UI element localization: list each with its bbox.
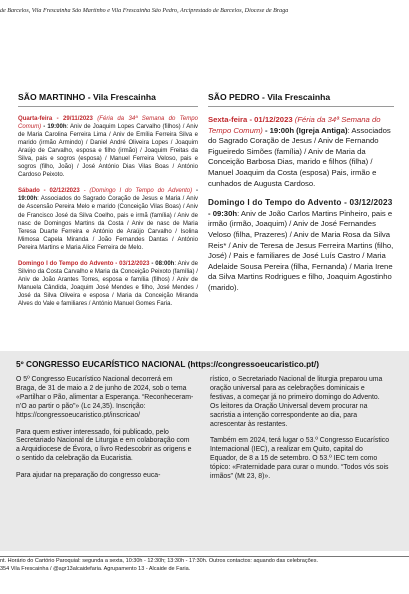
sao-martinho-title: SÃO MARTINHO - Vila Frescainha xyxy=(18,92,156,102)
entry-text: : Associados do Sagrado Coração de Jesus / Aniv de Fernando Figueiredo Simões (família) / Aniv de Maria da Conceição Barbosa Dias, marido e filhos (filha) / Manuel Joaquim da Costa (esposa) Pais, irmão e cunhados de Augusta Cardoso. xyxy=(208,125,391,188)
entry-date: Sábado - 02/12/2023 xyxy=(18,188,80,195)
congress-left-column xyxy=(16,376,194,489)
entry-note: - (Domingo I do Tempo do Advento) xyxy=(79,188,193,195)
mass-entry-sunday-advent xyxy=(208,198,394,293)
congress-box xyxy=(0,351,409,551)
entry-hour: - 19:00h xyxy=(41,124,67,131)
footer-line-scouts: 354 Vila Frescainha / @agr13alcaidefaria. Agrupamento 13 - Alcaide de Faria. xyxy=(0,565,191,572)
congress-paragraph: O 5º Congresso Eucarístico Nacional decorrerá em Braga, de 31 de maio a 2 de junho de 2024, sob o tema «Partilhar o Pão, alimentar a Esperança. “Reconheceram-n’O ao partir o pão”» (Lc 24,35). Inscrição: https://congressoeucaristico.pt/inscricao/ xyxy=(16,376,194,419)
entry-hour: - 19:00h xyxy=(18,188,198,203)
entry-text: : Aniv de Joaquim Lopes Carvalho (filhos) / Aniv de Maria Carolina Ferreira Lima / Aniv de Emília Ferreira Silva e marido (irmão Armindo) / Daniel André Oliveira Lopes / Joaquim Araújo de Carvalho, esposa e filho (irmão) / Joaquim Freitas da Silva, pais e sogros (esposa) / Manuel Ferreira Veloso, pais e sogros (filho, João) / José António Dias Vilas Boas / António Cardoso Peixoto. xyxy=(18,124,198,179)
sao-pedro-title: SÃO PEDRO - Vila Frescainha xyxy=(208,92,331,102)
entry-hour: - 09:30h xyxy=(208,208,238,218)
entry-date: Domingo I do Tempo do Advento - 03/12/2023 xyxy=(18,260,150,267)
mass-entry-wednesday xyxy=(18,115,198,179)
entry-text: : Aniv de João Carlos Martins Pinheiro, pais e irmão (irmão, Joaquim) / Aniv de José Fernandes Veloso (filha, Prazeres) / Aniv de Maria Rosa da Silva Reis* / Aniv de Teresa de Jesus Ferreira Martins (filho, José) / Pais e familiares de José Luís Castro / Maria Adelaide Sousa Pereira (filha, Fernanda) / Maria Irene da Silva Martins Rodrigues e filho, Joaquim Agostinho (marido). xyxy=(208,208,394,292)
entry-note: (Féria da 34ª Semana do Tempo Comum) xyxy=(18,116,198,131)
congress-title: 5º CONGRESSO EUCARÍSTICO NACIONAL (https://congressoeucaristico.pt/) xyxy=(16,359,319,369)
entry-date: Sexta-feira - 01/12/2023 xyxy=(208,115,293,124)
mass-entry-sunday xyxy=(18,260,198,308)
sao-martinho-masses xyxy=(18,115,198,316)
footer xyxy=(0,558,409,573)
entry-note: (Féria da 34ª Semana do Tempo Comum) xyxy=(208,115,381,135)
entry-text: : Associados do Sagrado Coração de Jesus e Maria / Aniv de Ascensão Pereira Melo e marido (Conceição Vilas Boas) / Aniv de Francisco José da Silva Coelho, pais e irmã (família) / Aniv de nasc de Domingos Martins da Costa / Aniv de nasc de Maria Teresa Duarte Ferreira e António de Araújo Carvalho / Isolina Mimosa Capela Miranda / João Fernandes Dantas / António Pereira Martins e Maria Alice Ferreira de Melo. xyxy=(18,196,198,251)
footer-rule xyxy=(0,556,409,557)
entry-heading: Domingo I do Tempo do Advento - 03/12/2023 xyxy=(208,198,393,208)
congress-paragraph: Para ajudar na preparação do congresso euca- xyxy=(16,472,161,480)
entry-hour: - 08:00h xyxy=(149,260,175,267)
mass-entry-saturday xyxy=(18,187,198,251)
left-title-rule xyxy=(18,106,198,107)
entry-text: : Aniv de Silvino da Costa Carvalho e Maria da Conceição Peixoto (família) / Aniv de João Arantes Torres, esposa e família (filhos) / Aniv de Manuela Cândida, Joaquim José Mendes e filho, José Mendes / José da Silva Oliveira e esposa / Maria da Conceição Miranda Alves do Vale e familiares / António Manuel Gomes Faria. xyxy=(18,260,198,307)
sao-pedro-masses xyxy=(208,115,394,303)
right-title-rule xyxy=(208,106,394,107)
congress-paragraph: rístico, o Secretariado Nacional de liturgia preparou uma oração universal para as celebrações dominicais e festivas, a começar já no primeiro domingo do Advento. Os leitores da Oração Universal devem procurar na sacristia a intenção correspondente ao dia, para acrescentar às restantes. xyxy=(210,376,383,428)
entry-date: Quarta-feira - 29/11/2023 xyxy=(18,116,93,122)
congress-paragraph: Também em 2024, terá lugar o 53.º Congresso Eucarístico Internacional (IEC), a realizar em Quito, capital do Equador, de 8 a 15 de setembro. O 53.º IEC tem como tópico: «Fraternidade para curar o mundo. “Todos vós sois irmãos” (Mt 23, 8)». xyxy=(210,437,390,481)
footer-line-office-hours: nt. Horário do Cartório Paroquial: segunda a sexta, 10:30h - 12:30h; 13:30h - 17:30h. Outros contactos: aquando das celebrações. xyxy=(0,558,318,564)
entry-hour: - 19:00h (Igreja Antiga) xyxy=(262,125,348,135)
congress-right-column xyxy=(210,376,390,490)
header-parish-line: de Barcelos, Vila Frescainha São Martinho e Vila Frescainha São Pedro, Arciprestado de Barcelos, Diocese de Braga xyxy=(0,8,289,14)
mass-entry-friday xyxy=(208,115,394,189)
congress-paragraph: Para quem estiver interessado, foi publicado, pelo Secretariado Nacional de Liturgia e em colaboração com a Arquidiocese de Évora, o livro Redescobrir as origens e o sentido da celebração da Eucaristia. xyxy=(16,428,192,463)
